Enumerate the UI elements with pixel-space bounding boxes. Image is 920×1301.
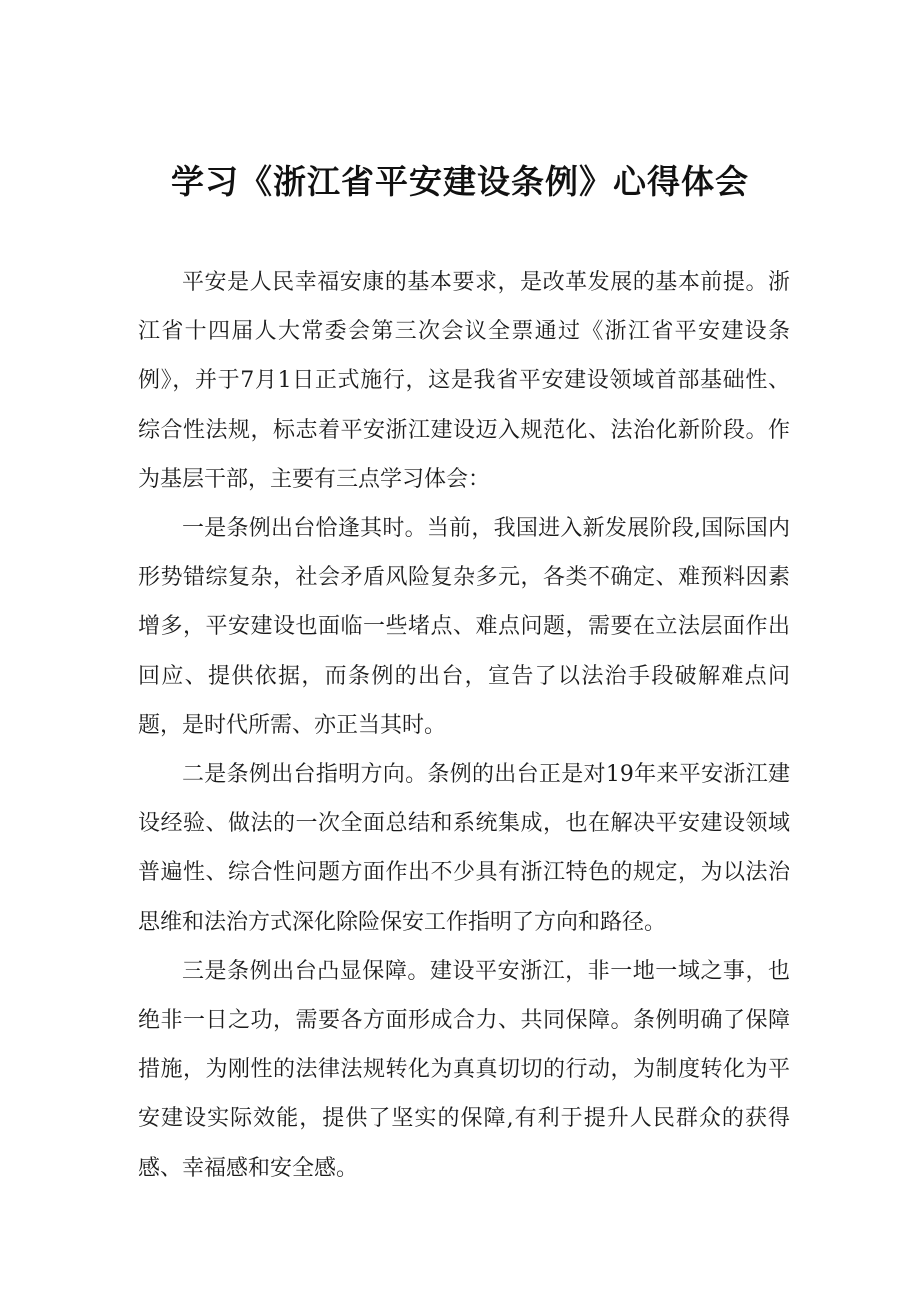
document-body <box>138 258 790 1193</box>
paragraph-point-two: 二是条例出台指明方向。条例的出台正是对19年来平安浙江建设经验、做法的一次全面总结和系统集成，也在解决平安建设领域普遍性、综合性问题方面作出不少具有浙江特色的规定，为以法治思维和法治方式深化除险保安工作指明了方向和路径。 <box>138 762 790 935</box>
paragraph-point-one: 一是条例出台恰逢其时。当前，我国进入新发展阶段,国际国内形势错综复杂，社会矛盾风险复杂多元，各类不确定、难预料因素增多，平安建设也面临一些堵点、难点问题，需要在立法层面作出回应、提供依据，而条例的出台，宣告了以法治手段破解难点问题，是时代所需、亦正当其时。 <box>138 516 790 738</box>
paragraph-intro: 平安是人民幸福安康的基本要求，是改革发展的基本前提。浙江省十四届人大常委会第三次会议全票通过《浙江省平安建设条例》，并于7月1日正式施行，这是我省平安建设领域首部基础性、综合性法规，标志着平安浙江建设迈入规范化、法治化新阶段。作为基层干部，主要有三点学习体会： <box>138 270 790 492</box>
document-title: 学习《浙江省平安建设条例》心得体会 <box>171 162 749 201</box>
paragraph-point-three: 三是条例出台凸显保障。建设平安浙江，非一地一域之事，也绝非一日之功，需要各方面形成合力、共同保障。条例明确了保障措施，为刚性的法律法规转化为真真切切的行动，为制度转化为平安建设实际效能，提供了坚实的保障,有利于提升人民群众的获得感、幸福感和安全感。 <box>138 958 790 1181</box>
